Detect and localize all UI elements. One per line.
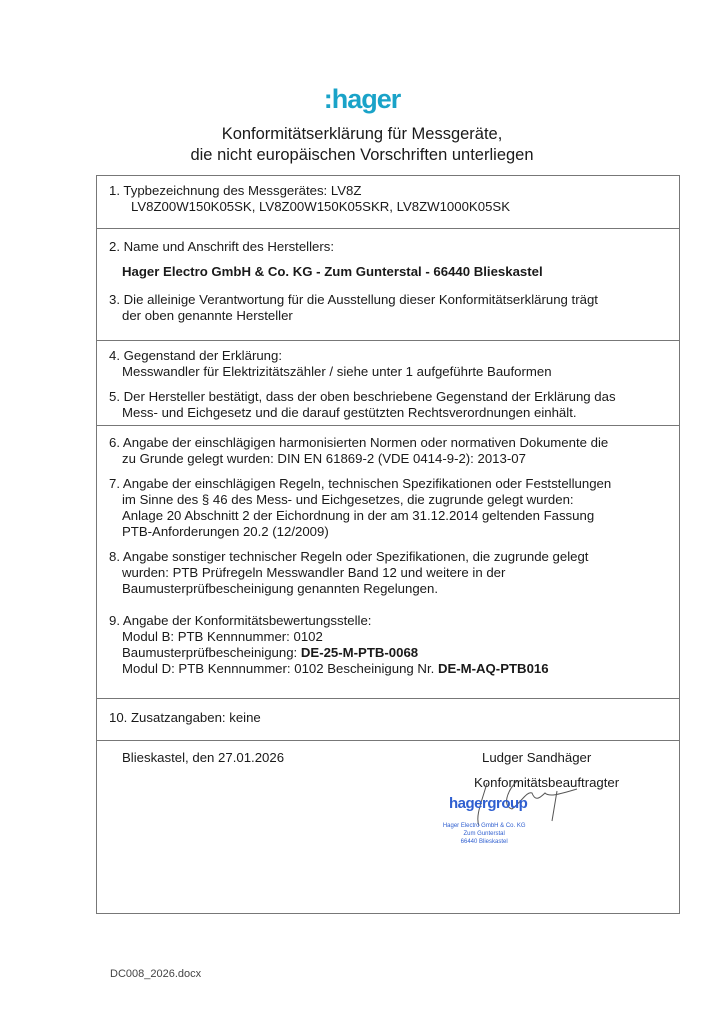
text: 5. Der Hersteller bestätigt, dass der oben beschriebene Gegenstand der Erklärung das <box>109 389 616 404</box>
section-4-5 <box>97 341 679 426</box>
certificate-number: DE-M-AQ-PTB016 <box>437 661 549 676</box>
stamp-line: Zum Gunterstal <box>463 831 505 837</box>
text: zu Grunde gelegt wurden: DIN EN 61869-2 (VDE 0414-9-2): 2013-07 <box>122 451 526 466</box>
manufacturer-address: Hager Electro GmbH & Co. KG - Zum Gunterstal - 66440 Blieskastel <box>122 264 543 279</box>
text: Baumusterprüfbescheinigung genannten Regelungen. <box>122 581 439 596</box>
section-6-9 <box>97 426 679 699</box>
text: wurden: PTB Prüfregeln Messwandler Band 12 und weitere in der <box>122 565 506 580</box>
text: 8. Angabe sonstiger technischer Regeln oder Spezifikationen, die zugrunde gelegt <box>109 549 589 564</box>
file-name-footer: DC008_2026.docx <box>110 968 202 980</box>
text: im Sinne des § 46 des Mess- und Eichgesetzes, die zugrunde gelegt wurden: <box>122 492 574 507</box>
text: 6. Angabe der einschlägigen harmonisierten Normen oder normativen Dokumente die <box>109 435 609 450</box>
text: 9. Angabe der Konformitätsbewertungsstelle: <box>109 613 372 628</box>
text: Modul B: PTB Kennnummer: 0102 <box>122 629 323 644</box>
text: der oben genannte Hersteller <box>122 308 293 323</box>
text: 10. Zusatzangaben: keine <box>109 710 261 725</box>
text: Baumusterprüfbescheinigung: <box>122 645 301 660</box>
text: Mess- und Eichgesetz und die darauf gestützten Rechtsverordnungen einhält. <box>122 405 577 420</box>
text: Messwandler für Elektrizitätszähler / siehe unter 1 aufgeführte Bauformen <box>122 364 552 379</box>
section-1 <box>97 176 679 229</box>
company-stamp <box>442 795 528 846</box>
hager-logo: :hager <box>323 84 401 114</box>
text: 7. Angabe der einschlägigen Regeln, technischen Spezifikationen oder Feststellungen <box>109 476 612 491</box>
stamp-line: Hager Electro GmbH & Co. KG <box>442 823 526 829</box>
text: 4. Gegenstand der Erklärung: <box>109 348 283 363</box>
text: LV8Z00W150K05SK, LV8Z00W150K05SKR, LV8ZW1000K05SK <box>131 199 510 214</box>
text: 2. Name und Anschrift des Herstellers: <box>109 239 335 254</box>
place-date: Blieskastel, den 27.01.2026 <box>122 750 285 765</box>
document-title <box>0 124 724 166</box>
signatory-name: Ludger Sandhäger <box>482 750 592 765</box>
title-line: die nicht europäischen Vorschriften unterliegen <box>190 146 534 164</box>
text: PTB-Anforderungen 20.2 (12/2009) <box>122 524 329 539</box>
section-10 <box>97 699 679 741</box>
declaration-table <box>96 175 680 914</box>
section-2-3 <box>97 229 679 341</box>
signature-block <box>97 741 679 915</box>
title-line: Konformitätserklärung für Messgeräte, <box>221 125 503 143</box>
stamp-logo: hagergroup <box>449 795 528 812</box>
text: 3. Die alleinige Verantwortung für die Ausstellung dieser Konformitätserklärung trägt <box>109 292 598 307</box>
text: 1. Typbezeichnung des Messgerätes: LV8Z <box>109 183 362 198</box>
text: Anlage 20 Abschnitt 2 der Eichordnung in der am 31.12.2014 geltenden Fassung <box>122 508 595 523</box>
certificate-number: DE-25-M-PTB-0068 <box>300 645 419 660</box>
stamp-line: 66440 Blieskastel <box>460 839 508 845</box>
text: Modul D: PTB Kennnummer: 0102 Bescheinigung Nr. <box>122 661 438 676</box>
signatory-role: Konformitätsbeauftragter <box>474 775 620 790</box>
